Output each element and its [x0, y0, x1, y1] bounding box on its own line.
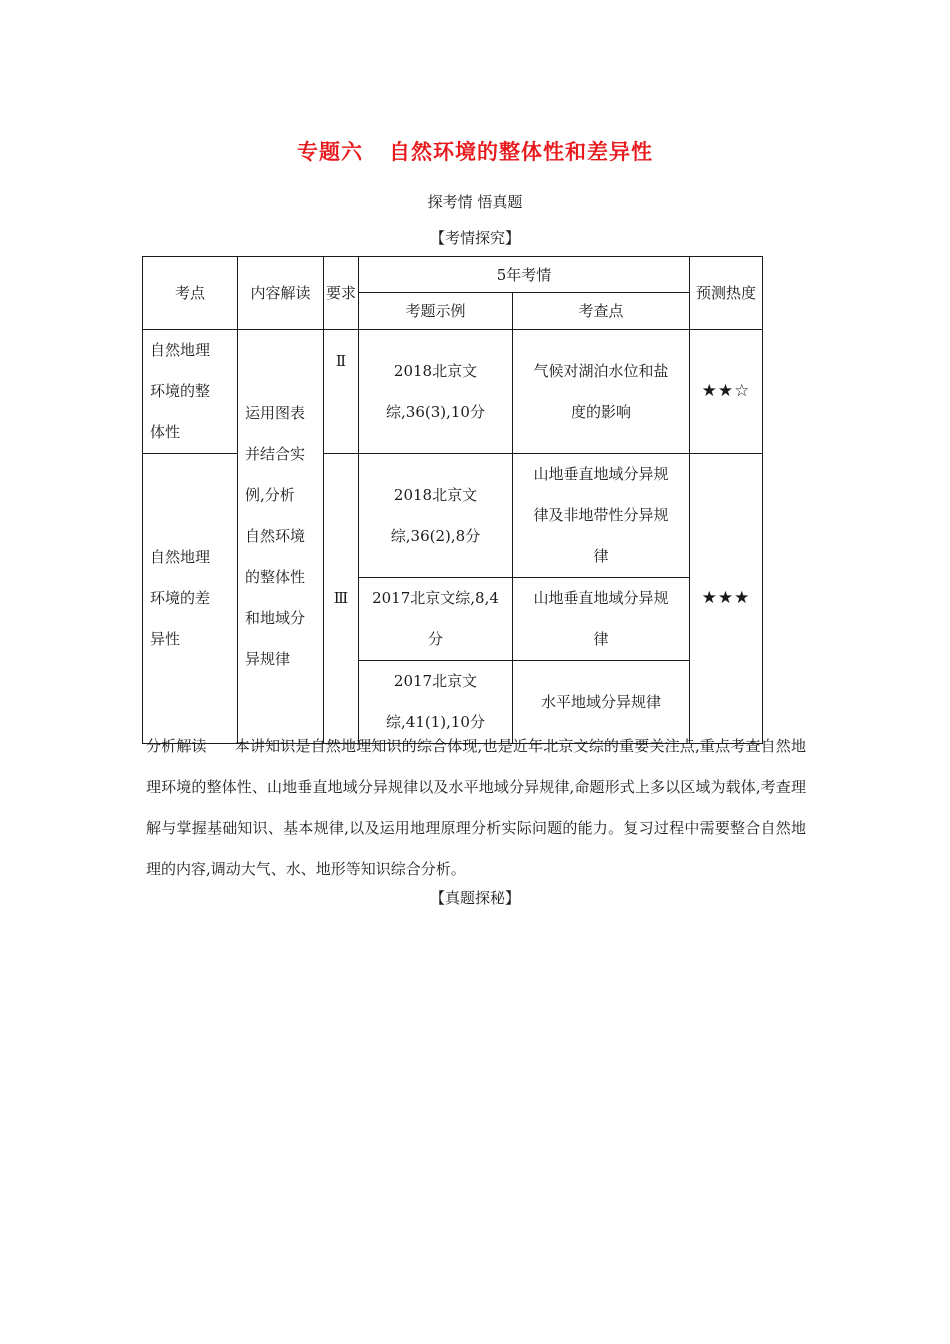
topic-line: 自然地理 [150, 548, 211, 566]
content-line: 自然环境 [245, 527, 306, 545]
point-cell [513, 578, 690, 661]
level-iii: Ⅲ [324, 454, 359, 744]
topic-line: 环境的差 [150, 589, 211, 607]
point-line: 水平地域分异规律 [541, 692, 662, 711]
point-line: 度的影响 [571, 402, 632, 421]
example-line: 分 [427, 630, 443, 648]
section-heading-kaoqing: 【考情探究】 [429, 229, 520, 247]
topic-line: 自然地理 [150, 341, 211, 359]
point-line: 气候对湖泊水位和盐 [533, 361, 669, 380]
example-line: 综,36(3),10分 [386, 402, 485, 421]
example-line: 2017北京文 [393, 672, 478, 690]
content-line: 运用图表 [245, 404, 306, 422]
example-cell [359, 578, 513, 661]
content-line: 并结合实 [245, 445, 306, 463]
point-line: 山地垂直地域分异规 [533, 465, 669, 483]
title-prefix: 专题六 [297, 140, 363, 164]
exam-analysis-table [142, 256, 763, 744]
example-line: 2017北京文综,8,4 [372, 589, 499, 607]
point-cell [513, 454, 690, 578]
analysis-paragraph [146, 726, 806, 890]
topic-chayixing [143, 454, 238, 744]
header-kaochadian: 考查点 [513, 293, 690, 330]
analysis-text: 本讲知识是自然地理知识的综合体现,也是近年北京文综的重要关注点,重点考查自然地理环境的整体性、山地垂直地域分异规律以及水平地域分异规律,命题形式上多以区域为载体,考查理解与掌握基础知识、基本规律,以及运用地理原理分析实际问题的能力。复习过程中需要整合自然地理的内容,调动大气、水、地形等知识综合分析。 [146, 737, 806, 878]
example-cell [359, 330, 513, 454]
topic-zhengtixing [143, 330, 238, 454]
subtitle: 探考情 悟真题 [427, 193, 523, 211]
example-line: 综,41(1),10分 [386, 713, 485, 731]
content-line: 例,分析 [245, 486, 295, 504]
section-heading-zhenti: 【真题探秘】 [429, 889, 520, 907]
example-line: 2018北京文 [393, 485, 478, 504]
point-line: 山地垂直地域分异规 [533, 589, 669, 607]
example-line: 综,36(2),8分 [390, 526, 481, 545]
header-kaodian: 考点 [143, 257, 238, 330]
header-wunian: 5年考情 [359, 257, 690, 293]
content-interpretation [238, 330, 324, 744]
content-line: 异规律 [245, 650, 291, 668]
topic-line: 异性 [150, 630, 181, 648]
content-line: 的整体性 [245, 568, 306, 586]
heat-rating: ★★★ [690, 454, 763, 744]
point-cell [513, 330, 690, 454]
title-main: 自然环境的整体性和差异性 [389, 140, 653, 164]
point-line: 律 [593, 630, 609, 648]
header-redu: 预测热度 [690, 257, 763, 330]
topic-line: 体性 [150, 423, 181, 441]
analysis-label: 分析解读 [146, 737, 207, 755]
example-line: 2018北京文 [393, 361, 478, 380]
level-ii: Ⅱ [324, 330, 359, 454]
page-title [0, 136, 950, 166]
point-line: 律及非地带性分异规 [533, 506, 669, 524]
header-neirong: 内容解读 [238, 257, 324, 330]
content-line: 和地域分 [245, 609, 306, 627]
example-cell [359, 454, 513, 578]
header-shili: 考题示例 [359, 293, 513, 330]
header-yaoqiu: 要求 [324, 257, 359, 330]
topic-line: 环境的整 [150, 382, 211, 400]
point-line: 律 [593, 547, 609, 565]
heat-rating: ★★☆ [690, 330, 763, 454]
